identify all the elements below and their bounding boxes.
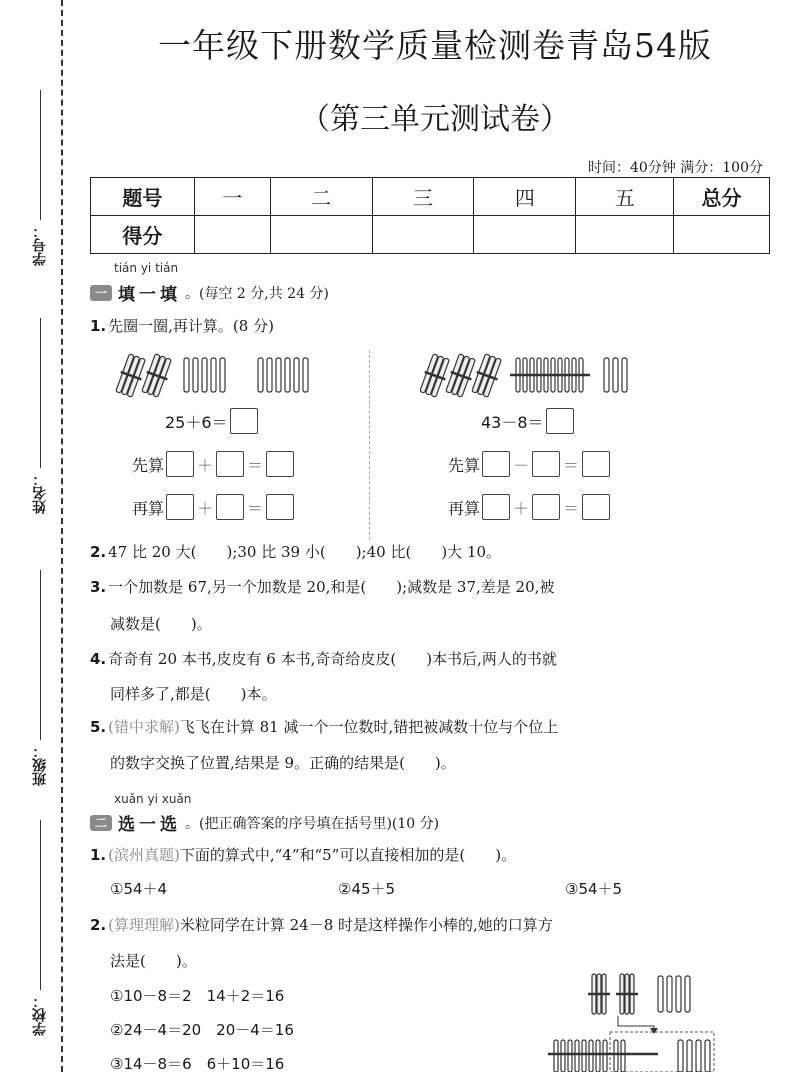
equation-left xyxy=(165,408,258,434)
answer-box[interactable] xyxy=(582,494,610,520)
section2-question-1 xyxy=(90,845,730,865)
question-number: 2. xyxy=(90,543,107,561)
option-a[interactable]: ①10－8＝2 14＋2＝16 xyxy=(110,987,285,1005)
score-cell[interactable] xyxy=(372,216,474,254)
question-number: 1. xyxy=(90,317,107,335)
table-header-cell: 题号 xyxy=(91,178,195,216)
name-field[interactable] xyxy=(18,318,62,514)
option-b[interactable]: ②24－4＝20 20－4＝16 xyxy=(110,1021,294,1039)
school-label: 学校： xyxy=(32,994,48,1036)
answer-box[interactable] xyxy=(216,494,244,520)
write-line xyxy=(40,820,41,990)
question-2 xyxy=(90,542,730,562)
write-line xyxy=(40,318,41,468)
name-label: 姓名： xyxy=(32,472,48,514)
column-divider xyxy=(369,350,370,540)
equation-text: 43－8＝ xyxy=(481,412,544,432)
question-tag: (滨州真题) xyxy=(108,846,180,864)
question-3 xyxy=(90,577,730,597)
question-tag: (算理理解) xyxy=(108,916,180,934)
score-cell[interactable] xyxy=(270,216,372,254)
step-label: 再算 xyxy=(132,498,165,518)
question-text: 飞飞在计算 81 减一个一位数时,错把被减数十位与个位上 xyxy=(179,718,559,736)
question-4 xyxy=(90,649,730,669)
operator: ＋ xyxy=(197,498,214,518)
table-row xyxy=(91,216,770,254)
sticks-illustration-left xyxy=(112,352,312,400)
answer-box[interactable] xyxy=(266,494,294,520)
question-5-cont: 的数字交换了位置,结果是 9。正确的结果是( )。 xyxy=(110,754,456,772)
score-row-label: 得分 xyxy=(91,216,195,254)
table-header-cell: 五 xyxy=(576,178,674,216)
equals-sign: ＝ xyxy=(247,498,264,518)
question-text: 米粒同学在计算 24－8 时是这样操作小棒的,她的口算方 xyxy=(179,916,553,934)
answer-box[interactable] xyxy=(482,494,510,520)
question-number: 1. xyxy=(90,846,107,864)
step1-right xyxy=(448,451,610,477)
operator: － xyxy=(513,455,530,475)
equals-sign: ＝ xyxy=(563,498,580,518)
step2-left xyxy=(132,494,294,520)
score-cell[interactable] xyxy=(474,216,576,254)
bundle-icon xyxy=(114,353,174,398)
student-id-field[interactable] xyxy=(18,90,62,266)
answer-box[interactable] xyxy=(582,451,610,477)
step-label: 再算 xyxy=(448,498,481,518)
question-tag: (错中求解) xyxy=(108,718,180,736)
table-header-cell: 三 xyxy=(372,178,474,216)
question-3-cont: 减数是( )。 xyxy=(110,615,212,633)
section2-question-2 xyxy=(90,915,730,935)
equation-text: 25＋6＝ xyxy=(165,412,228,432)
option-b[interactable]: ②45＋5 xyxy=(338,880,396,898)
table-row xyxy=(91,178,770,216)
answer-box[interactable] xyxy=(230,408,258,434)
operator: ＋ xyxy=(197,455,214,475)
class-field[interactable] xyxy=(18,570,62,786)
answer-box[interactable] xyxy=(482,451,510,477)
single-sticks-icon xyxy=(658,976,690,1012)
question-number: 3. xyxy=(90,578,107,596)
question-number: 5. xyxy=(90,718,107,736)
section1-title: 填一填 xyxy=(118,285,181,305)
sticks-illustration-right xyxy=(420,352,650,400)
section1-pinyin: tián yi tián xyxy=(114,261,179,275)
section2-badge: 二 xyxy=(90,815,112,831)
write-line xyxy=(40,90,41,220)
step-label: 先算 xyxy=(448,455,481,475)
question-text: 先圈一圈,再计算。(8 分) xyxy=(108,317,274,335)
equals-sign: ＝ xyxy=(563,455,580,475)
section1-badge: 一 xyxy=(90,285,112,301)
time-info: 时间：40分钟 满分：100分 xyxy=(588,160,763,176)
question-text: 下面的算式中,“4”和“5”可以直接相加的是( )。 xyxy=(179,846,517,864)
score-cell[interactable] xyxy=(576,216,674,254)
question-cont: 法是( )。 xyxy=(110,952,197,970)
single-sticks-icon xyxy=(510,358,627,392)
operator: ＋ xyxy=(513,498,530,518)
question-1 xyxy=(90,316,730,336)
step1-left xyxy=(132,451,294,477)
arrow-icon xyxy=(650,1028,658,1034)
answer-box[interactable] xyxy=(532,494,560,520)
question-number: 4. xyxy=(90,650,107,668)
score-table xyxy=(90,177,770,254)
single-sticks-icon xyxy=(184,358,308,392)
score-cell[interactable] xyxy=(194,216,270,254)
question-text: 奇奇有 20 本书,皮皮有 6 本书,奇奇给皮皮( )本书后,两人的书就 xyxy=(108,650,557,668)
table-header-cell: 总分 xyxy=(674,178,770,216)
binding-margin xyxy=(0,0,80,1072)
question-text: 47 比 20 大( );30 比 39 小( );40 比( )大 10。 xyxy=(108,543,502,561)
page-title: 一年级下册数学质量检测卷青岛54版 xyxy=(158,26,712,65)
bundle-icon xyxy=(420,353,504,398)
step-label: 先算 xyxy=(132,455,165,475)
step2-right xyxy=(448,494,610,520)
score-cell[interactable] xyxy=(674,216,770,254)
answer-box[interactable] xyxy=(166,451,194,477)
section2-note: 。(把正确答案的序号填在括号里)(10 分) xyxy=(185,815,440,832)
answer-box[interactable] xyxy=(266,451,294,477)
equation-right xyxy=(481,408,574,434)
question-5 xyxy=(90,717,730,737)
section1-note: 。(每空 2 分,共 24 分) xyxy=(185,285,329,302)
class-label: 班级： xyxy=(32,744,48,786)
question-text: 一个加数是 67,另一个加数是 20,和是( );减数是 37,差是 20,被 xyxy=(108,578,555,596)
option-c[interactable]: ③54＋5 xyxy=(565,880,623,898)
student-id-label: 学号： xyxy=(32,224,48,266)
equals-sign: ＝ xyxy=(247,455,264,475)
section1-header xyxy=(90,280,329,305)
sticks-row xyxy=(548,1040,710,1072)
table-header-cell: 一 xyxy=(194,178,270,216)
option-c[interactable]: ③14－8＝6 6＋10＝16 xyxy=(110,1055,285,1072)
page-subtitle: （第三单元测试卷） xyxy=(300,102,570,137)
answer-box[interactable] xyxy=(216,451,244,477)
write-line xyxy=(40,570,41,740)
answer-box[interactable] xyxy=(532,451,560,477)
question-4-cont: 同样多了,都是( )本。 xyxy=(110,685,277,703)
table-header-cell: 四 xyxy=(474,178,576,216)
section2-title: 选一选 xyxy=(118,815,181,835)
section2-header xyxy=(90,810,439,835)
option-a[interactable]: ①54＋4 xyxy=(110,880,168,898)
section2-pinyin: xuǎn yi xuǎn xyxy=(114,792,192,806)
bundle-icon xyxy=(588,974,638,1014)
school-field[interactable] xyxy=(18,820,62,1036)
connector-line xyxy=(618,1016,654,1030)
table-header-cell: 二 xyxy=(270,178,372,216)
answer-box[interactable] xyxy=(166,494,194,520)
sticks-operation-diagram xyxy=(548,968,718,1072)
answer-box[interactable] xyxy=(546,408,574,434)
question-number: 2. xyxy=(90,916,107,934)
